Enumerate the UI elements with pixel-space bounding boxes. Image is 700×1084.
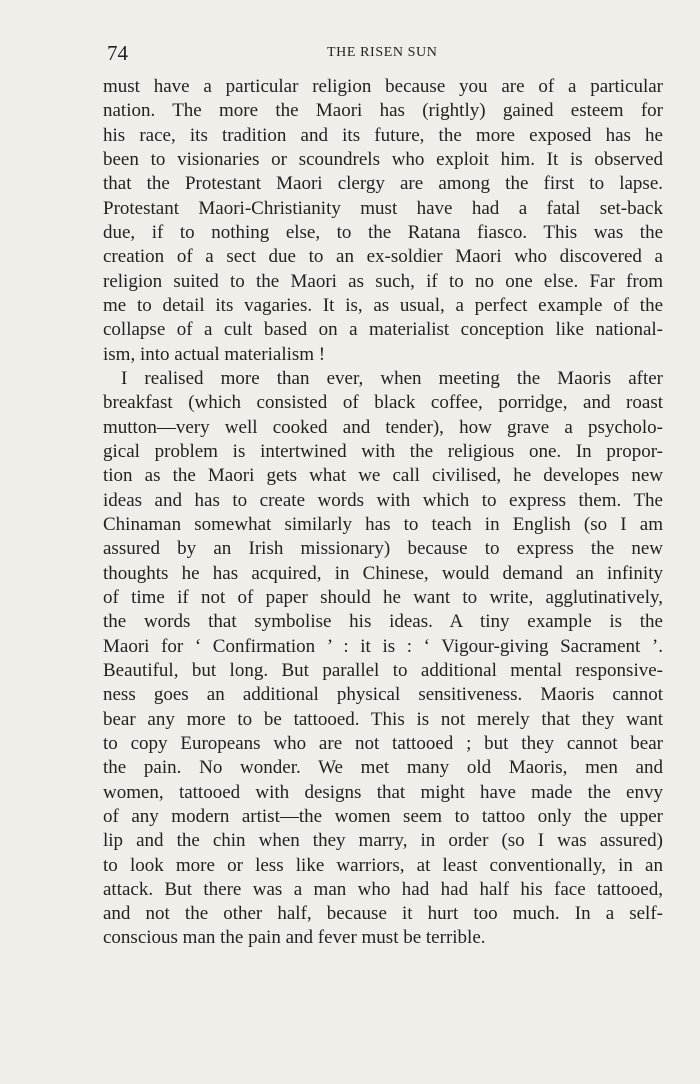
text-line: ideas and has to create words with which to express them. The — [103, 489, 663, 511]
text-line: the words that symbolise his ideas. A tiny example is the — [103, 611, 663, 633]
text-line: Maori for ‘ Confirmation ’ : it is : ‘ Vigour-giving Sacrament ’. — [103, 635, 663, 657]
text-line: mutton—very well cooked and tender), how grave a psycholo- — [103, 416, 663, 438]
text-line: ness goes an additional physical sensitiveness. Maoris cannot — [103, 684, 663, 706]
text-line: lip and the chin when they marry, in order (so I was assured) — [103, 830, 663, 852]
text-line: the pain. No wonder. We met many old Maoris, men and — [103, 757, 663, 779]
text-line: been to visionaries or scoundrels who exploit him. It is observed — [103, 148, 663, 170]
text-line: attack. But there was a man who had had half his face tattooed, — [103, 878, 663, 900]
text-line: bear any more to be tattooed. This is not merely that they want — [103, 708, 663, 730]
page-header — [107, 40, 663, 66]
text-line: women, tattooed with designs that might have made the envy — [103, 781, 663, 803]
text-line: collapse of a cult based on a materialist conception like national- — [103, 319, 663, 341]
paragraph — [103, 75, 663, 367]
text-line: Beautiful, but long. But parallel to additional mental responsive- — [103, 659, 663, 681]
text-line: that the Protestant Maori clergy are among the first to lapse. — [103, 173, 663, 195]
text-line: tion as the Maori gets what we call civilised, he developes new — [103, 465, 663, 487]
running-title: THE RISEN SUN — [327, 45, 438, 60]
text-line: assured by an Irish missionary) because to express the new — [103, 538, 663, 560]
text-line: his race, its tradition and its future, the more exposed has he — [103, 124, 663, 146]
page-number: 74 — [107, 41, 128, 65]
text-line: nation. The more the Maori has (rightly) gained esteem for — [103, 100, 663, 122]
text-line: conscious man the pain and fever must be terrible. — [103, 927, 486, 949]
text-line: creation of a sect due to an ex-soldier Maori who discovered a — [103, 246, 663, 268]
text-line: thoughts he has acquired, in Chinese, would demand an infinity — [103, 562, 663, 584]
text-line: religion suited to the Maori as such, if to no one else. Far from — [103, 270, 663, 292]
text-line: due, if to nothing else, to the Ratana fiasco. This was the — [103, 221, 663, 243]
text-line: of any modern artist—the women seem to tattoo only the upper — [103, 805, 663, 827]
text-line: Protestant Maori-Christianity must have had a fatal set-back — [103, 197, 663, 219]
paragraph — [103, 367, 663, 951]
text-line: Chinaman somewhat similarly has to teach in English (so I am — [103, 513, 663, 535]
text-line: breakfast (which consisted of black coffee, porridge, and roast — [103, 392, 663, 414]
text-line: to copy Europeans who are not tattooed ; but they cannot bear — [103, 732, 663, 754]
text-line: to look more or less like warriors, at least conventionally, in an — [103, 854, 663, 876]
text-line: I realised more than ever, when meeting the Maoris after — [121, 367, 663, 389]
text-line: me to detail its vagaries. It is, as usual, a perfect example of the — [103, 294, 663, 316]
text-line: of time if not of paper should he want to write, agglutinatively, — [103, 586, 663, 608]
text-line: ism, into actual materialism ! — [103, 343, 326, 365]
text-line: gical problem is intertwined with the religious one. In propor- — [103, 440, 663, 462]
text-line: must have a particular religion because you are of a particular — [103, 76, 663, 97]
body-text — [103, 75, 663, 951]
text-line: and not the other half, because it hurt too much. In a self- — [103, 903, 663, 925]
